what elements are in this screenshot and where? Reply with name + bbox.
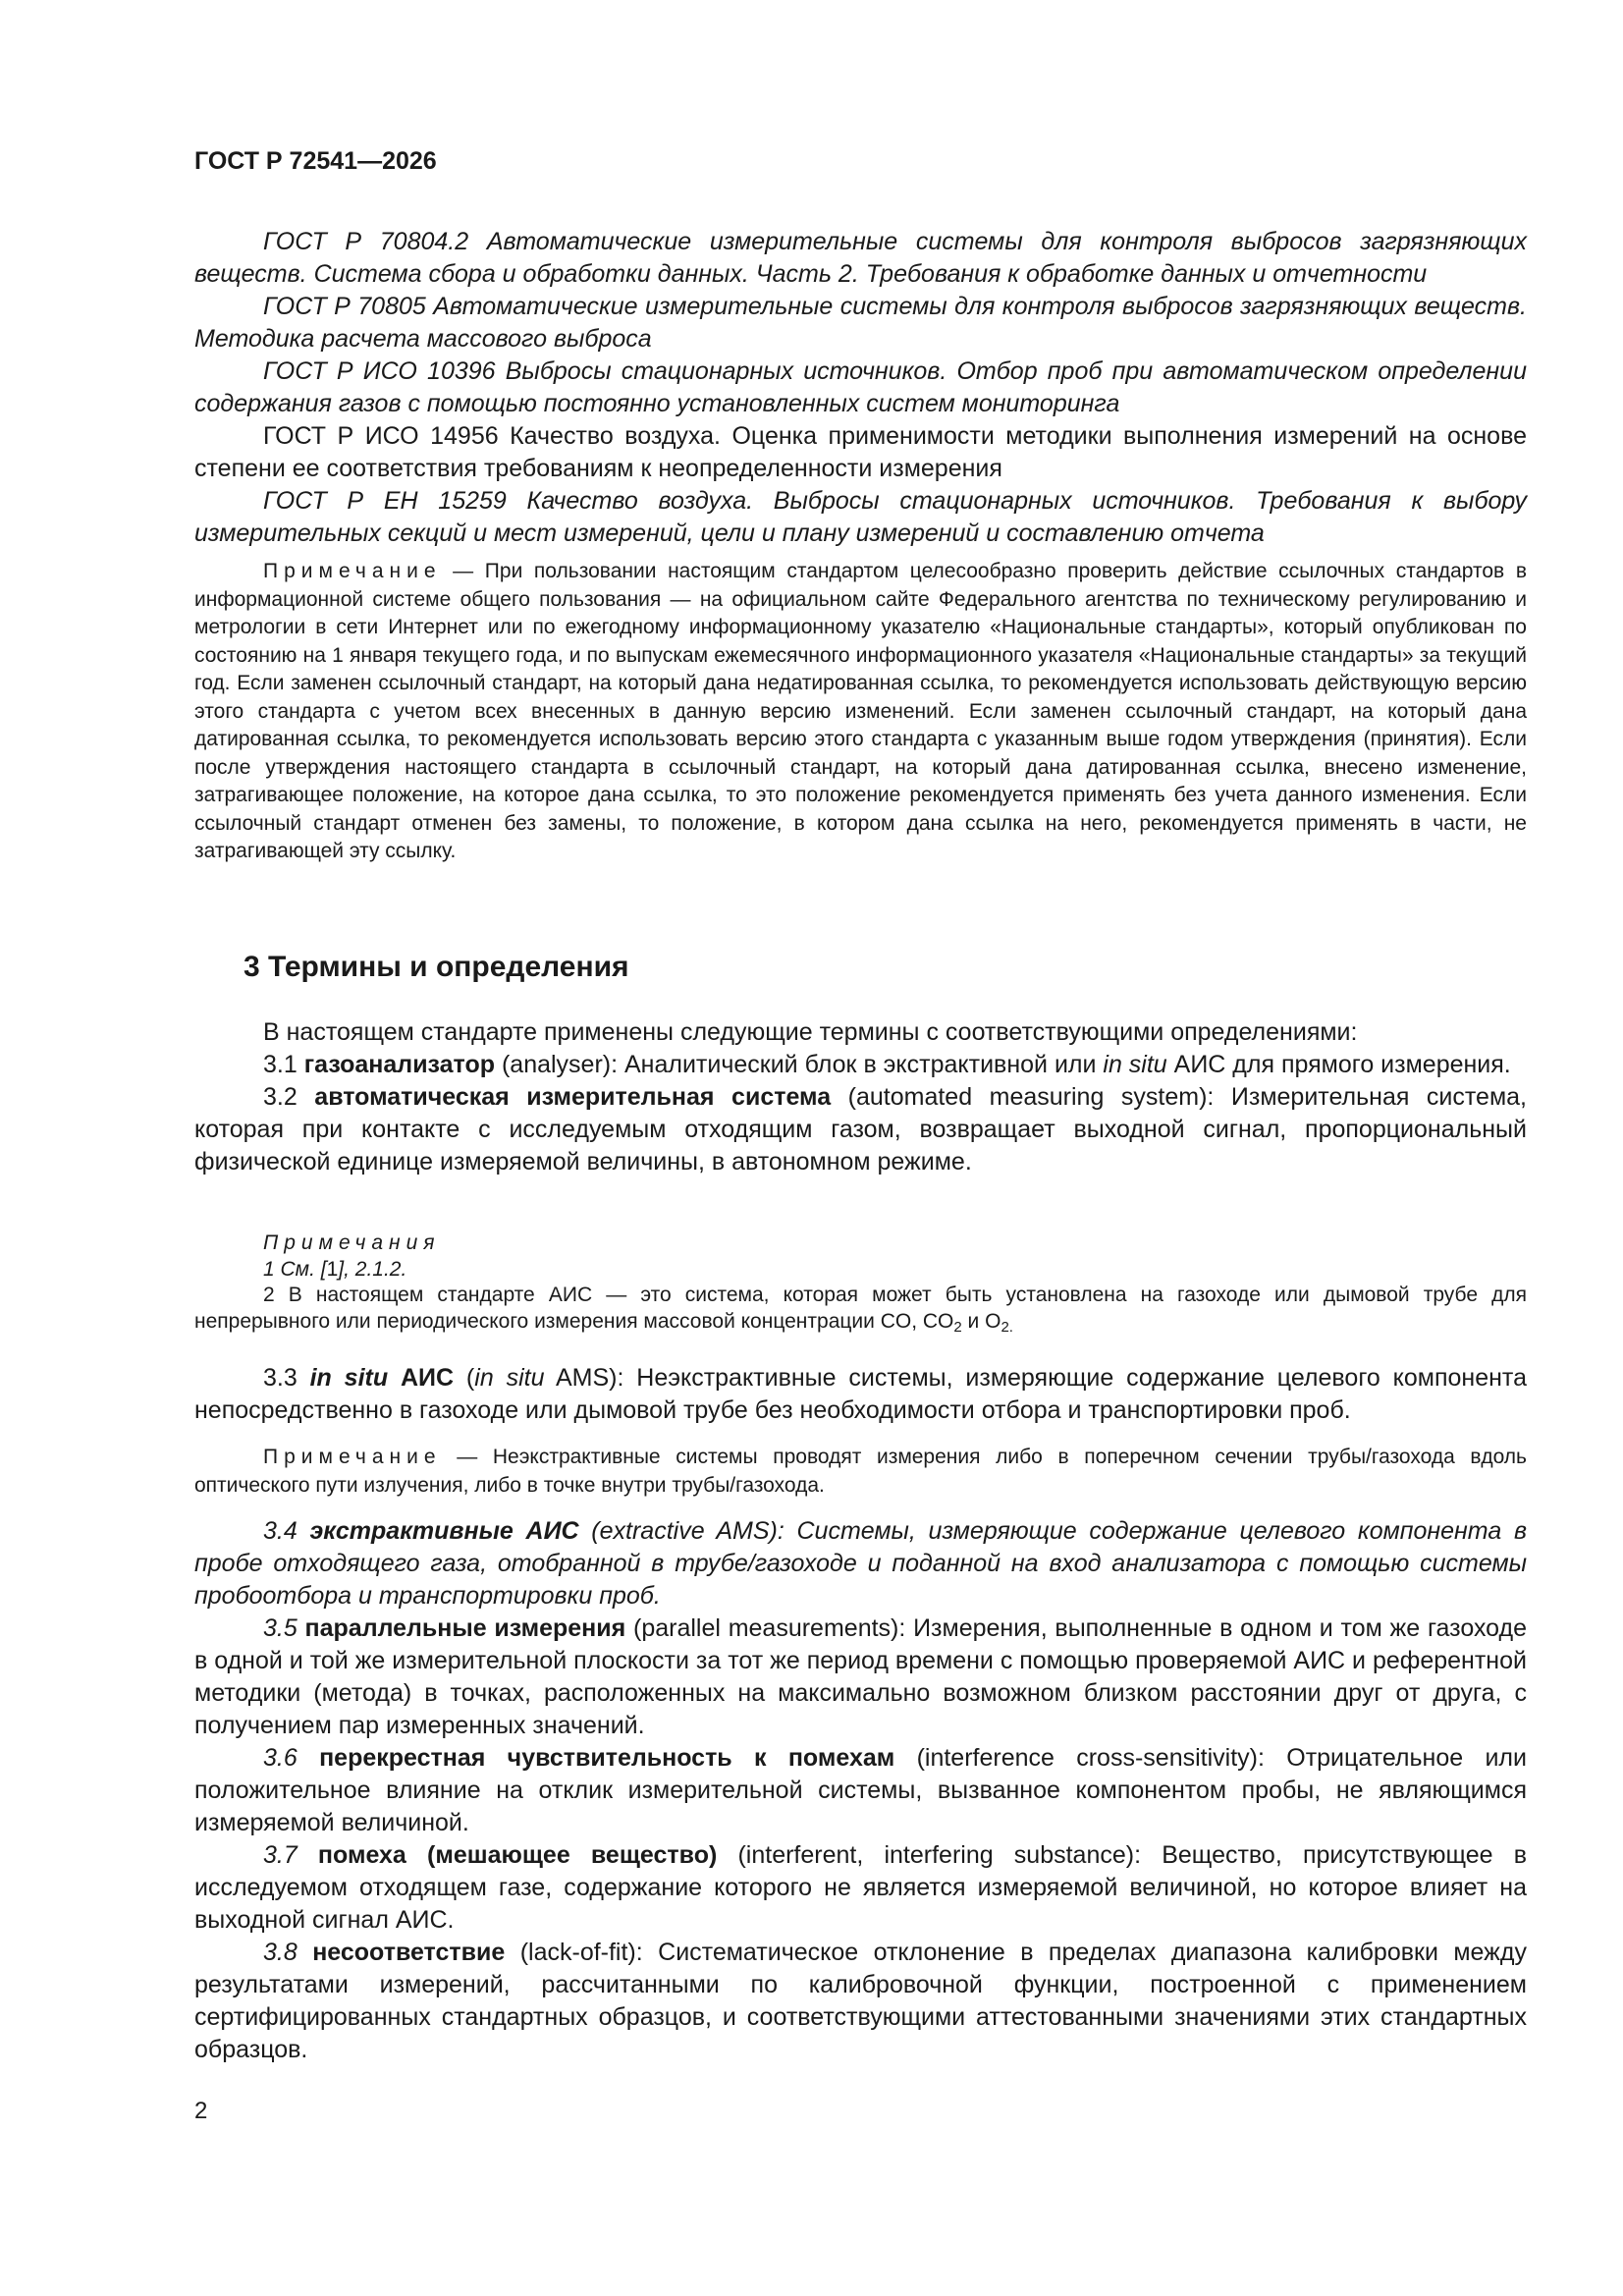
term-3-6: 3.6 перекрестная чувствительность к помехам (interference cross-sensitivity): Отрицательное или положительное влияние на отклик измерительной системы, вызванное компонентом пробы, не являющимся измеряемой величиной. [194,1744,1527,1836]
terms-block-3 [194,1515,1527,2066]
term-3-5: 3.5 параллельные измерения (parallel measurements): Измерения, выполненные в одном и том же газоходе в одной и той же измерительной плоскости за тот же период времени с помощью проверяемой АИС и референтной методики (метода) в точках, расположенных на максимально возможном близком расстоянии друг от друга, с получением пар измеренных значений. [194,1614,1528,1739]
term-3-4: 3.4 экстрактивные АИС (extractive AMS): Системы, измеряющие содержание целевого компонента в пробе отходящего газа, отобранной в трубе/газоходе и поданной на вход анализатора с помощью системы пробоотбора и транспортировки проб. [194,1517,1527,1610]
reference-item: ГОСТ Р 70804.2 Автоматические измерительные системы для контроля выбросов загрязняющих веществ. Система сбора и обработки данных. Часть 2. Требования к обработке данных и отчетности [194,228,1527,288]
term-3-2-notes [194,1230,1527,1335]
terms-block-2 [194,1362,1527,1427]
term-3-8: 3.8 несоответствие (lack-of-fit): Систематическое отклонение в пределах диапазона калибровки между результатами измерений, рассчитанными по калибровочной функции, построенной с применением сертифицированных стандартных образцов, и соответствующими аттестованными значениями этих стандартных образцов. [194,1939,1527,2063]
terms-block-1 [194,1016,1527,1178]
note-text: — При пользовании настоящим стандартом целесообразно проверить действие ссылочных стандартов в информационной системе общего пользования — на официальном сайте Федерального агентства по техническому регулированию и метрологии в сети Интернет или по ежегодному информационному указателю «Национальные стандарты», который опубликован по состоянию на 1 января текущего года, и по выпускам ежемесячного информационного указателя «Национальные стандарты» за текущий год. Если заменен ссылочный стандарт, на который дана недатированная ссылка, то рекомендуется использовать действующую версию этого стандарта с учетом всех внесенных в данную версию изменений. Если заменен ссылочный стандарт, на который дана датированная ссылка, то рекомендуется использовать версию этого стандарта с указанным выше годом утверждения (принятия). Если после утверждения настоящего стандарта в ссылочный стандарт, на который дана датированная ссылка, внесено изменение, затрагивающее положение, на которое дана ссылка, то это положение рекомендуется применять без учета данного изменения. Если ссылочный стандарт отменен без замены, то положение, в котором дана ссылка на него, рекомендуется применять в части, не затрагивающей эту ссылку. [194,560,1527,862]
notes-label: Примечания [263,1231,441,1254]
section-title: 3 Термины и определения [243,951,629,983]
references-note [194,558,1527,866]
term-3-3: 3.3 in situ АИС (in situ AMS): Неэкстрактивные системы, измеряющие содержание целевого компонента непосредственно в газоходе или дымовой трубе без необходимости отбора и транспортировки проб. [194,1364,1527,1424]
section-intro: В настоящем стандарте применены следующие термины с соответствующими определениями: [263,1018,1358,1046]
page-number: 2 [194,2098,208,2124]
note-label: Примечание [263,1446,442,1468]
note-item: 1 См. [1], 2.1.2. [263,1257,407,1281]
reference-item: ГОСТ Р ИСО 10396 Выбросы стационарных источников. Отбор проб при автоматическом определении содержания газов с помощью постоянно установленных систем мониторинга [194,357,1527,417]
term-3-2: 3.2 автоматическая измерительная система (automated measuring system): Измерительная система, которая при контакте с исследуемым отходящим газом, возвращает выходной сигнал, пропорциональный физической единице измеряемой величины, в автономном режиме. [194,1083,1527,1175]
reference-item: ГОСТ Р ЕН 15259 Качество воздуха. Выбросы стационарных источников. Требования к выбору измерительных секций и мест измерений, цели и плану измерений и составлению отчета [194,487,1527,547]
note-item: 2 В настоящем стандарте АИС — это система, которая может быть установлена на газоходе или дымовой трубе для непрерывного или периодического измерения массовой концентрации CO, $CO_2$ и $O_{2.}$ [194,1284,1527,1336]
note-label: Примечание [263,560,442,582]
term-3-3-note [194,1444,1527,1500]
term-3-1: 3.1 газоанализатор (analyser): Аналитический блок в экстрактивной или in situ АИС для прямого измерения. [263,1051,1511,1078]
reference-item: ГОСТ Р 70805 Автоматические измерительные системы для контроля выбросов загрязняющих веществ. Методика расчета массового выброса [194,293,1527,353]
document-header: ГОСТ Р 72541—2026 [194,147,437,175]
note-text: — Неэкстрактивные системы проводят измерения либо в поперечном сечении трубы/газохода вдоль оптического пути излучения, либо в точке внутри трубы/газохода. [194,1446,1527,1497]
normative-references [194,226,1527,550]
term-3-7: 3.7 помеха (мешающее вещество) (interferent, interfering substance): Вещество, присутствующее в исследуемом отходящем газе, содержание которого не является измеряемой величиной, но которое влияет на выходной сигнал АИС. [194,1841,1527,1934]
reference-item: ГОСТ Р ИСО 14956 Качество воздуха. Оценка применимости методики выполнения измерений на основе степени ее соответствия требованиям к неопределенности измерения [194,422,1527,482]
